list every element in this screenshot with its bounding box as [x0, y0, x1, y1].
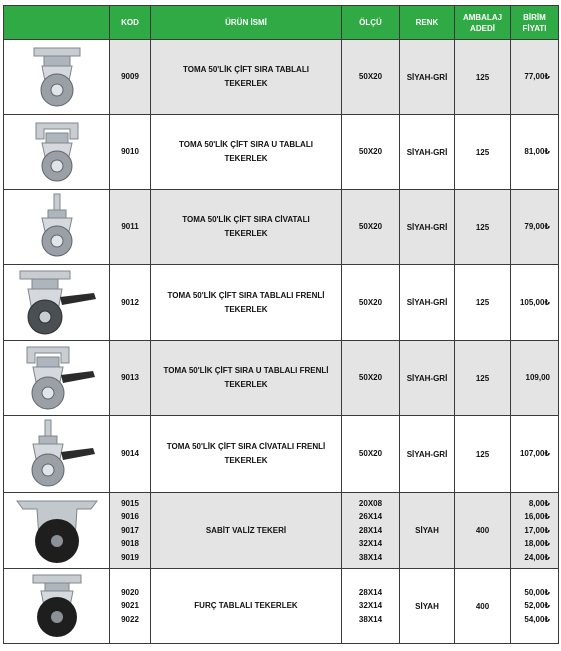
product-name: TOMA 50'LİK ÇİFT SIRA TABLALI FRENLİ TEKERLEK — [151, 265, 342, 341]
product-size: 20X08 26X14 28X14 32X14 38X14 — [342, 493, 400, 569]
product-name: SABİT VALİZ TEKERİ — [151, 493, 342, 569]
table-header-row — [4, 6, 559, 40]
product-name: TOMA 50'LİK ÇİFT SIRA CİVATALI FRENLİ TEKERLEK — [151, 416, 342, 493]
unit-price: 50,00₺ 52,00₺ 54,00₺ — [511, 569, 559, 644]
product-code: 9013 — [110, 341, 151, 416]
product-color: SİYAH — [400, 569, 455, 644]
product-size: 50X20 — [342, 265, 400, 341]
product-image — [4, 40, 110, 115]
product-code: 9012 — [110, 265, 151, 341]
header-olcu: ÖLÇÜ — [342, 6, 400, 40]
table-row — [4, 569, 559, 644]
header-kod: KOD — [110, 6, 151, 40]
product-code: 9011 — [110, 190, 151, 265]
plate-swivel-caster-icon — [22, 42, 92, 112]
product-name: TOMA 50'LİK ÇİFT SIRA TABLALI TEKERLEK — [151, 40, 342, 115]
header-birim-fiyati: BİRİM FİYATI — [511, 6, 559, 40]
threaded-stem-caster-icon — [22, 192, 92, 262]
product-code: 9014 — [110, 416, 151, 493]
product-code: 9015 9016 9017 9018 9019 — [110, 493, 151, 569]
product-name: TOMA 50'LİK ÇİFT SIRA CİVATALI TEKERLEK — [151, 190, 342, 265]
u-bracket-brake-caster-icon — [15, 343, 99, 413]
package-qty: 125 — [455, 416, 511, 493]
package-qty: 125 — [455, 40, 511, 115]
product-color: SİYAH-GRİ — [400, 190, 455, 265]
table-row — [4, 40, 559, 115]
product-color: SİYAH-GRİ — [400, 115, 455, 190]
package-qty: 400 — [455, 569, 511, 644]
table-row — [4, 341, 559, 416]
product-color: SİYAH-GRİ — [400, 341, 455, 416]
product-name: FURÇ TABLALI TEKERLEK — [151, 569, 342, 644]
product-name: TOMA 50'LİK ÇİFT SIRA U TABLALI TEKERLEK — [151, 115, 342, 190]
product-image — [4, 190, 110, 265]
product-color: SİYAH-GRİ — [400, 416, 455, 493]
unit-price: 107,00₺ — [511, 416, 559, 493]
product-code: 9010 — [110, 115, 151, 190]
package-qty: 125 — [455, 265, 511, 341]
product-color: SİYAH-GRİ — [400, 40, 455, 115]
header-urun-ismi: ÜRÜN İSMİ — [151, 6, 342, 40]
product-image — [4, 493, 110, 569]
product-price-table — [3, 5, 559, 644]
product-image — [4, 569, 110, 644]
product-size: 50X20 — [342, 341, 400, 416]
product-image — [4, 341, 110, 416]
unit-price: 109,00 — [511, 341, 559, 416]
product-image — [4, 265, 110, 341]
table-row — [4, 190, 559, 265]
product-name: TOMA 50'LİK ÇİFT SIRA U TABLALI FRENLİ TEKERLEK — [151, 341, 342, 416]
table-row — [4, 493, 559, 569]
unit-price: 81,00₺ — [511, 115, 559, 190]
product-code: 9009 — [110, 40, 151, 115]
fixed-suitcase-wheel-icon — [11, 495, 103, 567]
product-image — [4, 416, 110, 493]
product-size: 28X14 32X14 38X14 — [342, 569, 400, 644]
stem-brake-caster-icon — [15, 418, 99, 490]
furniture-plate-caster-icon — [19, 571, 95, 641]
table-row — [4, 416, 559, 493]
product-size: 50X20 — [342, 40, 400, 115]
product-size: 50X20 — [342, 416, 400, 493]
product-size: 50X20 — [342, 190, 400, 265]
header-renk: RENK — [400, 6, 455, 40]
plate-brake-caster-icon — [12, 267, 102, 339]
u-bracket-caster-icon — [22, 117, 92, 187]
product-color: SİYAH — [400, 493, 455, 569]
header-image — [4, 6, 110, 40]
product-code: 9020 9021 9022 — [110, 569, 151, 644]
table-row — [4, 115, 559, 190]
product-size: 50X20 — [342, 115, 400, 190]
package-qty: 125 — [455, 190, 511, 265]
header-ambalaj: AMBALAJ ADEDİ — [455, 6, 511, 40]
table-row — [4, 265, 559, 341]
package-qty: 125 — [455, 115, 511, 190]
unit-price: 77,00₺ — [511, 40, 559, 115]
package-qty: 400 — [455, 493, 511, 569]
unit-price: 105,00₺ — [511, 265, 559, 341]
unit-price: 79,00₺ — [511, 190, 559, 265]
package-qty: 125 — [455, 341, 511, 416]
product-color: SİYAH-GRİ — [400, 265, 455, 341]
unit-price: 8,00₺ 16,00₺ 17,00₺ 18,00₺ 24,00₺ — [511, 493, 559, 569]
product-image — [4, 115, 110, 190]
